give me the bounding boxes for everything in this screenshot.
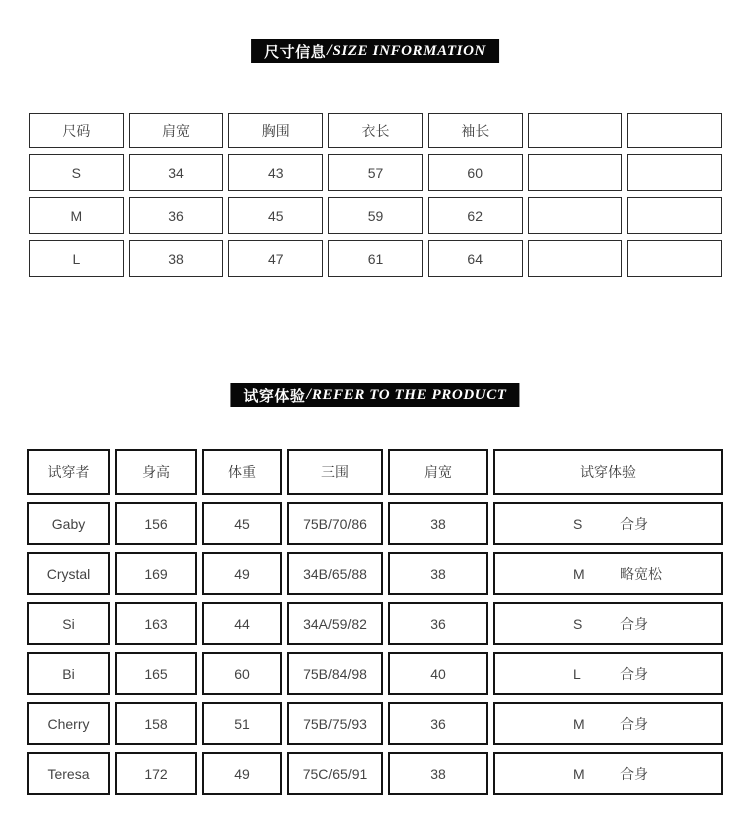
fit-result-cell <box>493 502 723 545</box>
fit-table-header-cell: 试穿体验 <box>493 449 723 495</box>
fit-result-cell <box>493 702 723 745</box>
fit-table-header-cell: 身高 <box>115 449 197 495</box>
size-table-header-cell: 肩宽 <box>129 113 224 148</box>
fit-result-pair <box>495 514 721 534</box>
size-table-cell: 34 <box>129 154 224 191</box>
fit-table <box>27 449 723 795</box>
size-info-banner-title-en: SIZE INFORMATION <box>332 42 486 59</box>
size-info-banner <box>251 39 499 63</box>
fit-experience-banner-title-en: REFER TO THE PRODUCT <box>311 386 507 403</box>
fit-result-cell <box>493 652 723 695</box>
fit-result-pair <box>495 714 721 734</box>
fitter-name-cell: Crystal <box>27 552 110 595</box>
size-table-cell <box>528 154 623 191</box>
height-cell: 156 <box>115 502 197 545</box>
measurements-cell: 75B/70/86 <box>287 502 383 545</box>
fit-feel-label: 合身 <box>620 715 648 732</box>
recommended-size-label: M <box>573 715 585 732</box>
fit-table-header-cell: 试穿者 <box>27 449 110 495</box>
recommended-size-label: S <box>573 615 583 632</box>
size-info-banner-title-zh: 尺寸信息 <box>264 43 327 61</box>
size-table-cell: 64 <box>428 240 523 277</box>
size-table-cell: 43 <box>228 154 323 191</box>
shoulder-width-cell: 38 <box>388 502 488 545</box>
fit-feel-label: 合身 <box>620 665 648 682</box>
size-row-label-cell: M <box>29 197 124 234</box>
fit-result-cell <box>493 552 723 595</box>
shoulder-width-cell: 38 <box>388 552 488 595</box>
shoulder-width-cell: 40 <box>388 652 488 695</box>
fit-feel-label: 合身 <box>620 765 648 782</box>
fitter-name-cell: Gaby <box>27 502 110 545</box>
fit-feel-label: 合身 <box>620 615 648 632</box>
size-table-cell: 62 <box>428 197 523 234</box>
size-table-cell <box>627 154 722 191</box>
size-table-header-cell: 尺码 <box>29 113 124 148</box>
height-cell: 165 <box>115 652 197 695</box>
size-table-cell <box>528 240 623 277</box>
measurements-cell: 34B/65/88 <box>287 552 383 595</box>
fit-result-cell <box>493 752 723 795</box>
measurements-cell: 34A/59/82 <box>287 602 383 645</box>
size-table-header-cell <box>528 113 623 148</box>
height-cell: 158 <box>115 702 197 745</box>
size-table-cell: 59 <box>328 197 423 234</box>
weight-cell: 44 <box>202 602 282 645</box>
fit-feel-label: 合身 <box>620 515 648 532</box>
fit-feel-label: 略宽松 <box>620 565 662 582</box>
size-table-header-cell: 袖长 <box>428 113 523 148</box>
weight-cell: 49 <box>202 752 282 795</box>
fit-result-pair <box>495 764 721 784</box>
size-table-cell: 45 <box>228 197 323 234</box>
size-table-header-cell: 衣长 <box>328 113 423 148</box>
fit-table-header-cell: 体重 <box>202 449 282 495</box>
weight-cell: 45 <box>202 502 282 545</box>
shoulder-width-cell: 36 <box>388 702 488 745</box>
size-table-cell: 57 <box>328 154 423 191</box>
fit-result-cell <box>493 602 723 645</box>
height-cell: 172 <box>115 752 197 795</box>
recommended-size-label: M <box>573 765 585 782</box>
size-table-cell <box>627 197 722 234</box>
size-table-cell: 60 <box>428 154 523 191</box>
fit-experience-banner <box>230 383 519 407</box>
size-table-cell: 36 <box>129 197 224 234</box>
measurements-cell: 75C/65/91 <box>287 752 383 795</box>
fit-result-pair <box>495 664 721 684</box>
banner-separator: / <box>306 386 311 403</box>
size-table-cell: 47 <box>228 240 323 277</box>
weight-cell: 51 <box>202 702 282 745</box>
weight-cell: 60 <box>202 652 282 695</box>
fit-experience-banner-title-zh: 试穿体验 <box>243 387 306 405</box>
fit-table-header-cell: 三围 <box>287 449 383 495</box>
recommended-size-label: M <box>573 565 585 582</box>
size-row-label-cell: L <box>29 240 124 277</box>
fit-table-header-cell: 肩宽 <box>388 449 488 495</box>
height-cell: 169 <box>115 552 197 595</box>
fit-result-pair <box>495 614 721 634</box>
shoulder-width-cell: 38 <box>388 752 488 795</box>
fitter-name-cell: Si <box>27 602 110 645</box>
measurements-cell: 75B/84/98 <box>287 652 383 695</box>
fitter-name-cell: Cherry <box>27 702 110 745</box>
shoulder-width-cell: 36 <box>388 602 488 645</box>
banner-separator: / <box>327 42 332 59</box>
recommended-size-label: S <box>573 515 583 532</box>
size-table-cell <box>528 197 623 234</box>
size-table-header-cell <box>627 113 722 148</box>
recommended-size-label: L <box>573 665 581 682</box>
height-cell: 163 <box>115 602 197 645</box>
fit-result-pair <box>495 564 721 584</box>
fitter-name-cell: Bi <box>27 652 110 695</box>
weight-cell: 49 <box>202 552 282 595</box>
size-table <box>29 113 722 277</box>
size-table-cell: 38 <box>129 240 224 277</box>
size-table-header-cell: 胸围 <box>228 113 323 148</box>
fitter-name-cell: Teresa <box>27 752 110 795</box>
size-table-cell <box>627 240 722 277</box>
measurements-cell: 75B/75/93 <box>287 702 383 745</box>
size-row-label-cell: S <box>29 154 124 191</box>
size-table-cell: 61 <box>328 240 423 277</box>
